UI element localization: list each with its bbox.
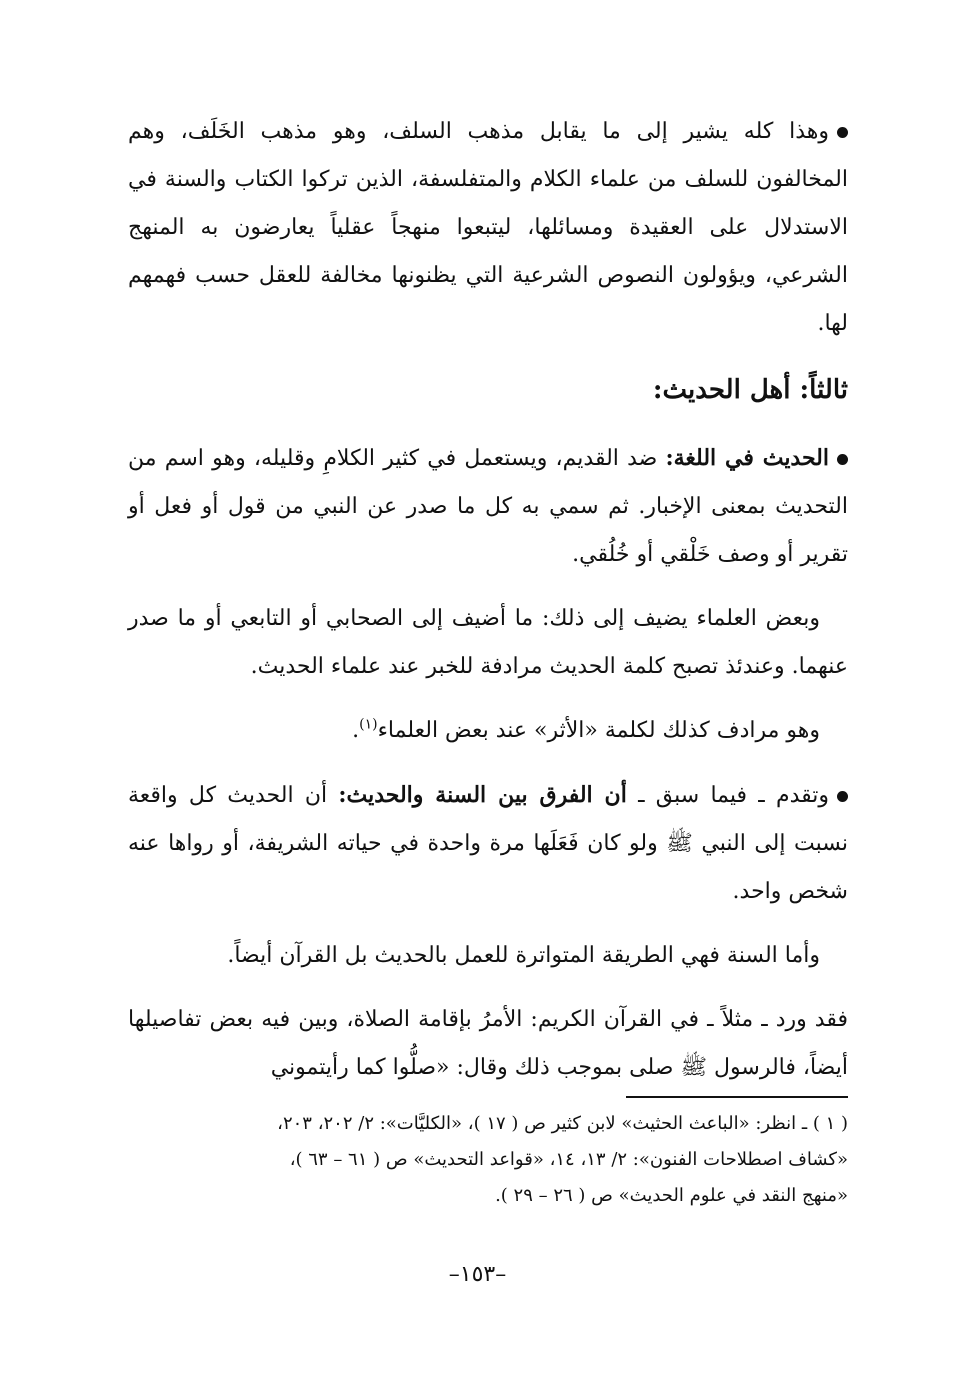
paragraph-athar-synonym xyxy=(128,707,848,755)
footnote-line: ( ١ ) ـ انظر: «الباعث الحثيث» لابن كثير ص ( ١٧ )، «الكليَّات»: ٢/ ٢٠٢، ٢٠٣، xyxy=(277,1113,848,1134)
footnote-ref: (١) xyxy=(359,716,378,733)
term-hadith-language: الحديث في اللغة: xyxy=(665,445,830,471)
main-text xyxy=(128,108,848,1104)
paragraph-difference-text: أن الحديث كل واقعة نسبت إلى النبي ﷺ ولو كان فَعَلَها مرة واحدة في حياته الشريفة، أو رواها عنه شخص واحد. xyxy=(128,783,848,904)
paragraph-sunnah-definition: وأما السنة فهي الطريقة المتواترة للعمل بالحديث بل القرآن أيضاً. xyxy=(227,943,820,968)
bullet-icon xyxy=(837,127,848,138)
page-number: –١٥٣– xyxy=(448,1262,507,1287)
paragraph-difference-start: وتقدم ـ فيما سبق ـ xyxy=(626,783,830,808)
paragraph-khalaf-text: وهذا كله يشير إلى ما يقابل مذهب السلف، وهو مذهب الخَلَف، وهم المخالفون للسلف من علماء الكلام والمتفلسفة، الذين تركوا الكتاب والسنة في الاستدلال على العقيدة ومسائلها، ليتبعوا منهجاً عقلياً يعارضون به المنهج الشرعي، ويؤولون النصوص الشرعية التي يظنونها مخالفة للعقل حسب فهمهم لها. xyxy=(128,119,848,336)
term-difference: أن الفرق بين السنة والحديث: xyxy=(338,782,627,808)
paragraph-athar-text: وهو مرادف كذلك لكلمة «الأثر» عند بعض العلماء xyxy=(377,718,820,743)
bullet-icon xyxy=(837,454,848,465)
paragraph-quran-example: فقد ورد ـ مثلاً ـ في القرآن الكريم: الأمرُ بإقامة الصلاة، وبين فيه بعض تفاصيلها أيضاً، فالرسول ﷺ صلى بموجب ذلك وقال: «صلُّوا كما رأيتموني xyxy=(128,1007,848,1080)
footnotes xyxy=(128,1106,848,1214)
bullet-icon xyxy=(837,791,848,802)
paragraph-hadith-language-text: ضد القديم، ويستعمل في كثير الكلامِ وقليله، وهو اسم من التحديث بمعنى الإخبار. ثم سمي به كل ما صدر عن النبي من قول أو فعل أو تقرير أو وصف خَلْقي أو خُلُقي. xyxy=(128,446,848,567)
footnote-divider xyxy=(626,1096,848,1098)
paragraph-scholars-addition: وبعض العلماء يضيف إلى ذلك: ما أضيف إلى الصحابي أو التابعي أو ما صدر عنهما. وعندئذ تصبح كلمة الحديث مرادفة للخبر عند علماء الحديث. xyxy=(128,606,848,679)
paragraph-sunnah-hadith-difference xyxy=(128,771,848,916)
paragraph-athar-end: . xyxy=(352,718,360,743)
section-heading-ahl-al-hadith: ثالثاً: أهل الحديث: xyxy=(652,375,848,405)
paragraph-hadith-language xyxy=(128,434,848,579)
footnote-line: «منهج النقد في علوم الحديث» ص ( ٢٦ – ٢٩ ). xyxy=(495,1185,848,1206)
paragraph-khalaf xyxy=(128,108,848,348)
footnote-line: «كشاف اصطلاحات الفنون»: ٢/ ١٣، ١٤، «قواعد التحديث» ص ( ٦١ – ٦٣ )، xyxy=(289,1149,848,1170)
